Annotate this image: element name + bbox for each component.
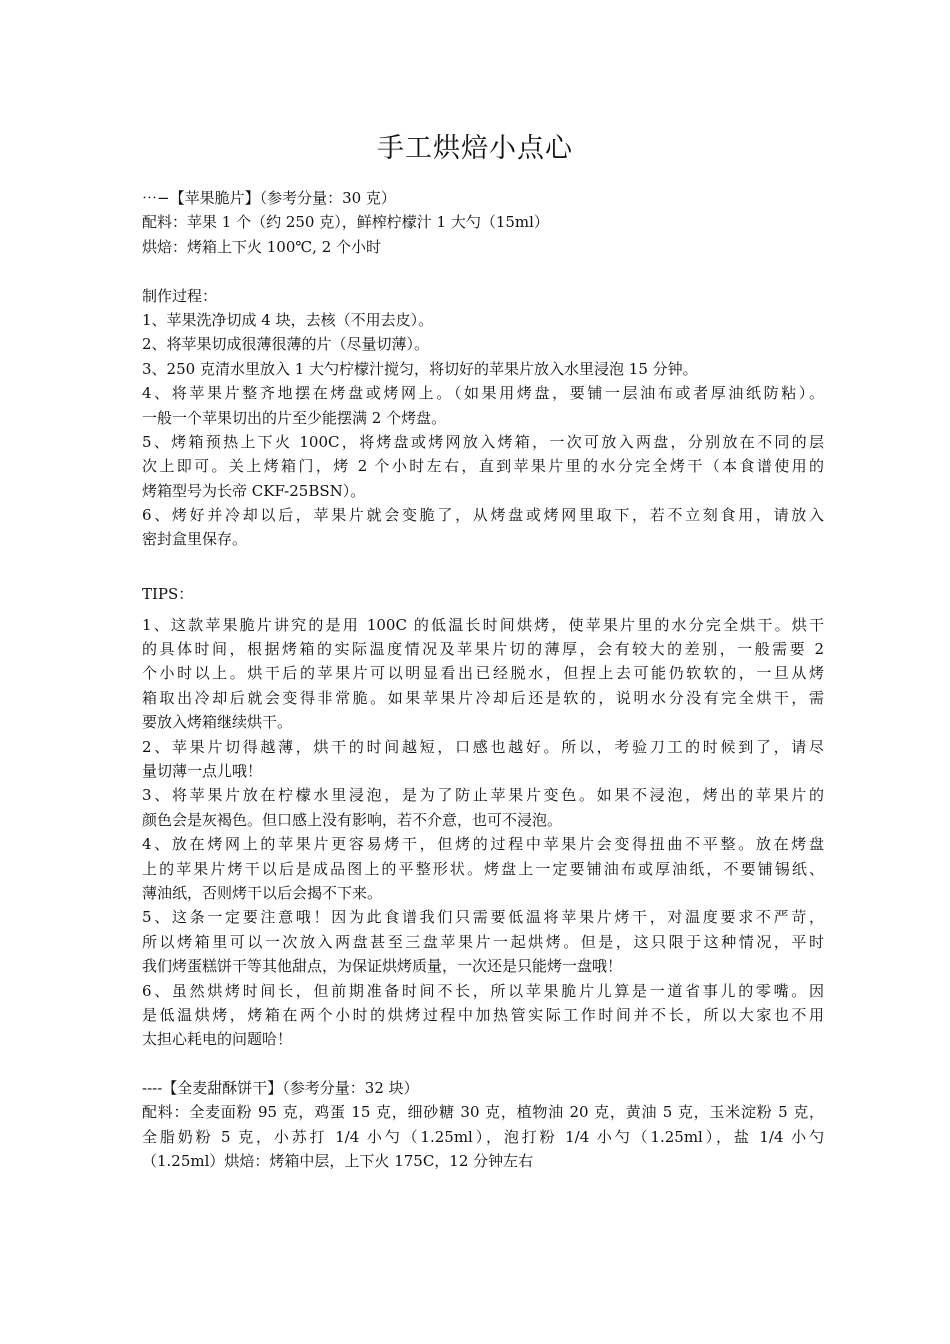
step-line: 4、将苹果片整齐地摆在烤盘或烤网上。（如果用烤盘，要铺一层油布或者厚油纸防粘）。 <box>142 384 824 403</box>
step-line: 次上即可。关上烤箱门，烤 2 个小时左右，直到苹果片里的水分完全烤干（本食谱使用的 <box>142 457 824 476</box>
cookie-heading: ----【全麦甜酥饼干】（参考分量：32 块） <box>142 1079 419 1098</box>
tips-label: TIPS： <box>142 585 194 604</box>
tip-line: 的具体时间，根据烤箱的实际温度情况及苹果片切的薄厚，会有较大的差别，一般需要 2 <box>142 640 824 659</box>
step-line: 6、烤好并冷却以后，苹果片就会变脆了，从烤盘或烤网里取下，若不立刻食用，请放入 <box>142 506 824 525</box>
tip-line: 5、这条一定要注意哦！因为此食谱我们只需要低温将苹果片烤干，对温度要求不严苛， <box>142 908 824 927</box>
apple-heading: ⋯−【苹果脆片】（参考分量：30 克） <box>142 189 396 207</box>
tip-line: 量切薄一点儿哦！ <box>142 761 263 780</box>
tip-line: 2、苹果片切得越薄，烘干的时间越短，口感也越好。所以，考验刀工的时候到了，请尽 <box>142 737 824 756</box>
tip-line: 太担心耗电的问题哈！ <box>142 1030 293 1049</box>
tip-line: 3、将苹果片放在柠檬水里浸泡，是为了防止苹果片变色。如果不浸泡，烤出的苹果片的 <box>142 786 824 805</box>
step-line: 5、烤箱预热上下火 100C，将烤盘或烤网放入烤箱，一次可放入两盘，分别放在不同的层 <box>142 432 824 451</box>
apple-ingredients: 配料：苹果 1 个（约 250 克），鲜榨柠檬汁 1 大勺（15ml） <box>142 213 549 232</box>
tip-line: 上的苹果片烤干以后是成品图上的平整形状。烤盘上一定要铺油布或厚油纸，不要铺锡纸、 <box>142 859 824 878</box>
step-line: 烤箱型号为长帝 CKF-25BSN）。 <box>142 481 366 500</box>
tip-line: 6、虽然烘烤时间长，但前期准备时间不长，所以苹果脆片儿算是一道省事儿的零嘴。因 <box>142 981 824 1000</box>
step-line: 一般一个苹果切出的片至少能摆满 2 个烤盘。 <box>142 408 447 427</box>
document-body <box>142 186 824 1174</box>
document-title: 手工烘焙小点心 <box>377 133 573 164</box>
step-line: 3、250 克清水里放入 1 大勺柠檬汁搅匀，将切好的苹果片放入水里浸泡 15 分钟。 <box>142 359 698 378</box>
tip-line: 颜色会是灰褐色。但口感上没有影响，若不介意，也可不浸泡。 <box>142 810 563 829</box>
tip-line: 是低温烘烤，烤箱在两个小时的烘烤过程中加热管实际工作时间并不长，所以大家也不用 <box>142 1005 824 1024</box>
tip-line: 箱取出冷却后就会变得非常脆。如果苹果片冷却后还是软的，说明水分没有完全烘干，需 <box>142 688 824 707</box>
tip-line: 我们烤蛋糕饼干等其他甜点，为保证烘烤质量，一次还是只能烤一盘哦！ <box>142 957 623 976</box>
cookie-line: 全脂奶粉 5 克，小苏打 1/4 小勺（1.25ml），泡打粉 1/4 小勺（1.25ml），盐 1/4 小勺 <box>142 1127 824 1146</box>
step-line: 2、将苹果切成很薄很薄的片（尽量切薄）。 <box>142 335 430 354</box>
tip-line: 1、这款苹果脆片讲究的是用 100C 的低温长时间烘烤，使苹果片里的水分完全烘干。烘干 <box>142 615 824 634</box>
cookie-line: （1.25ml）烘焙：烤箱中层，上下火 175C，12 分钟左右 <box>142 1152 534 1171</box>
apple-bake: 烘焙：烤箱上下火 100℃, 2 个小时 <box>142 237 382 256</box>
cookie-line: 配料：全麦面粉 95 克，鸡蛋 15 克，细砂糖 30 克，植物油 20 克，黄油 5 克，玉米淀粉 5 克， <box>142 1103 824 1122</box>
process-label: 制作过程： <box>142 286 218 305</box>
tip-line: 薄油纸，否则烤干以后会揭不下来。 <box>142 883 383 902</box>
tip-line: 个小时以上。烘干后的苹果片可以明显看出已经脱水，但捏上去可能仍软软的，一旦从烤 <box>142 664 824 683</box>
step-line: 1、苹果洗净切成 4 块，去核（不用去皮）。 <box>142 310 434 329</box>
tip-line: 4、放在烤网上的苹果片更容易烤干，但烤的过程中苹果片会变得扭曲不平整。放在烤盘 <box>142 835 824 854</box>
tip-line: 所以烤箱里可以一次放入两盘甚至三盘苹果片一起烘烤。但是，这只限于这种情况，平时 <box>142 932 824 951</box>
step-line: 密封盒里保存。 <box>142 530 248 549</box>
tip-line: 要放入烤箱继续烘干。 <box>142 713 293 732</box>
